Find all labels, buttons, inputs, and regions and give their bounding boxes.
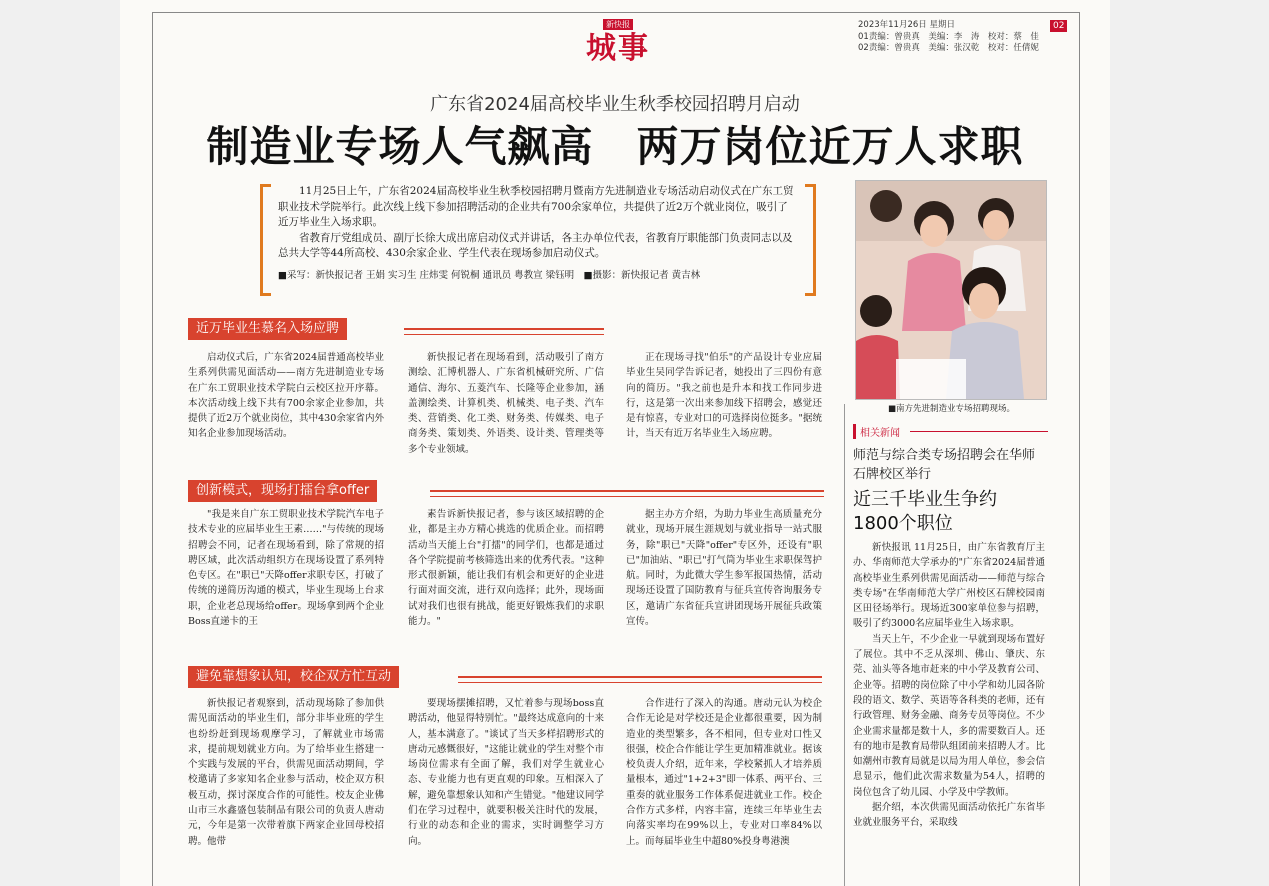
section-2-column-1 — [188, 507, 384, 649]
sidebar-body — [853, 540, 1045, 886]
section-2-column-2 — [408, 507, 604, 649]
paragraph: "我是来自广东工贸职业技术学院汽车电子技术专业的应届毕业生王素……"与传统的现场招聘会不同，记者在现场看到，除了常规的招聘区域，此次活动组织方在现场设置了系列特色专区。在"职已"天降offer求职专区，打破了传统的递简历沟通的模式，毕业生现场上台求职，企业老总现场给offer。现场拿到两个企业Boss直递卡的王 — [188, 509, 384, 628]
section-rule-3 — [458, 676, 822, 683]
issue-date: 2023年11月26日 星期日 — [858, 20, 955, 30]
news-photo — [855, 180, 1047, 400]
section-rule-2 — [430, 490, 824, 497]
masthead-badge: 新快报 — [603, 19, 633, 30]
photo-illustration — [856, 181, 1046, 399]
column-divider — [844, 404, 845, 886]
paragraph: 据主办方介绍，为助力毕业生高质量充分就业，现场开展生涯规划与就业指导一站式服务，除"职已"天降"offer"专区外，还设有"职已"加油站、"职已"打气筒为毕业生求职保驾护航。同时，为此微大学生参军报国热情，活动现场还设置了国防教育与征兵宣传咨询服务专区，邀请广东省征兵宣讲团现场开展征兵政策宣传。 — [626, 509, 822, 628]
photo-caption: ■南方先进制造业专场招聘现场。 — [888, 404, 1016, 414]
section-1-column-1 — [188, 350, 384, 462]
lead-box — [260, 184, 816, 290]
related-news-rule — [910, 431, 1048, 432]
section-logo — [578, 12, 658, 66]
article-headline: 制造业专场人气飙高 两万岗位近万人求职 — [206, 122, 1024, 171]
section-3-column-2 — [408, 696, 604, 886]
related-news-tag: 相关新闻 — [853, 424, 900, 439]
section-3-column-1 — [188, 696, 384, 886]
lead-paragraph-2: 省教育厅党组成员、副厅长徐大成出席启动仪式并讲话，各主办单位代表，省教育厅职能部门负责同志以及总共大学等44所高校、430余家企业、学生代表在现场参加启动仪式。 — [278, 231, 793, 259]
section-heading-3: 避免靠想象认知，校企双方忙互动 — [188, 666, 399, 688]
lead-paragraph-1: 11月25日上午，广东省2024届高校毕业生秋季校园招聘月暨南方先进制造业专场活动启动仪式在广东工贸职业技术学院举行。此次线上线下参加招聘活动的企业共有700余家单位，共提供了近2万个就业岗位，吸引了近万毕业生入场求职。 — [278, 185, 794, 228]
newspaper-page — [120, 0, 1110, 886]
section-1-column-3 — [626, 350, 822, 462]
paragraph: 要现场摆摊招聘，又忙着参与现场boss直聘活动，他显得特别忙。"最终达成意向的十来人，基本满意了。"谈试了当天多样招聘形式的唐动元感慨很好，"这能让就业的学生对整个市场岗位需求有全面了解，我们对学生就业心态、专业能力也有更直观的印象。互相深入了解，避免靠想象认知和产生错觉。"他建议同学们在学习过程中，就要积极关注时代的发展，行业的动态和企业的需求，实时调整学习方向。 — [408, 698, 604, 847]
article-kicker: 广东省2024届高校毕业生秋季校园招聘月启动 — [430, 94, 800, 115]
paragraph: 启动仪式后，广东省2024届普通高校毕业生系列供需见面活动——南方先进制造业专场在广东工贸职业技术学院白云校区拉开序幕。本次活动线上线下共有700余家企业参加，共提供了近2万个就业岗位，其中430余家省内外知名企业参加现场活动。 — [188, 352, 384, 440]
sidebar-subheadline: 近三千毕业生争约1800个职位 — [853, 489, 997, 534]
sidebar-paragraph-1: 新快报讯 11月25日，由广东省教育厅主办、华南师范大学承办的"广东省2024届普通高校毕业生系列供需见面活动——师范与综合类专场"在华南师范大学广州校区石牌校园南区田径场举行。现场近300家单位参与招聘，吸引了约3000名应届毕业生入场求职。 — [853, 542, 1045, 630]
dateline — [858, 20, 1039, 55]
sidebar-headline: 师范与综合类专场招聘会在华师石牌校区举行 — [853, 448, 1036, 482]
paragraph: 新快报记者观察到，活动现场除了参加供需见面活动的毕业生们，部分非毕业班的学生也纷纷赶到现场观摩学习，了解就业市场需求，提前规划就业方向。为了给毕业生搭建一个实践与发展的平台，供需见面活动期间，学校邀请了多家知名企业参与活动，校企双方积极互动，探讨深度合作的可能性。校友企业佛山市三水鑫盛包装制品有限公司的负责人唐动元，今年是第一次带着旗下两家企业回母校招聘。他带 — [188, 698, 384, 847]
section-title: 城事 — [586, 31, 650, 66]
editors-line-1: 01责编：曾贵真 美编：李 涛 校对：蔡 佳 — [858, 31, 1039, 42]
section-3-column-3 — [626, 696, 822, 886]
section-1-column-2 — [408, 350, 604, 462]
section-heading-1: 近万毕业生慕名入场应聘 — [188, 318, 347, 340]
paragraph: 正在现场寻找"伯乐"的产品设计专业应届毕业生吴同学告诉记者，她投出了三四份有意向的简历。"我之前也是升本和找工作同步进行，这是第一次出来参加线下招聘会，感觉还是有惊喜，专业对口的可选择岗位挺多。"据统计，当天有近万名毕业生入场应聘。 — [626, 352, 822, 440]
lead-bracket-right — [805, 184, 816, 296]
section-rule-1 — [404, 328, 604, 335]
byline-credit: ■采写：新快报记者 王娟 实习生 庄炜雯 何锐桐 通讯员 粤教宣 梁钰明 ■摄影：新快报记者 黄吉林 — [278, 269, 701, 281]
lead-bracket-left — [260, 184, 271, 296]
section-heading-2: 创新模式，现场打擂台拿offer — [188, 480, 377, 502]
section-2-column-3 — [626, 507, 822, 649]
paragraph: 合作进行了深入的沟通。唐动元认为校企合作无论是对学校还是企业都很重要，因为制造业的类型繁多，各不相同，但专业对口性又很强，校企合作能让学生更加精准就业。据该校负责人介绍，近年来，学校紧抓人才培养质量根本，通过"1+2+3"即一体系、两平台、三重奏的就业服务工作体系促进就业工作。校企合作方式多样，内容丰富，连续三年毕业生去向落实率均在99%以上，专业对口率84%以上。而每届毕业生中超80%投身粤港澳 — [626, 698, 822, 847]
sidebar-paragraph-3: 据介绍，本次供需见面活动依托广东省毕业就业服务平台，采取线 — [853, 802, 1045, 829]
paragraph: 素告诉新快报记者，参与该区域招聘的企业，都是主办方精心挑选的优质企业。而招聘活动当天能上台"打擂"的同学们，也都是通过各个学院提前考核筛选出来的优秀代表。"这种形式很新颖，能让我们有机会和更好的企业进行面对面交流，进行双向选择；此外，现场面试对我们也很有挑战，能更好锻炼我们的求职能力。" — [408, 509, 604, 628]
page-number: 02 — [1050, 20, 1067, 32]
sidebar-paragraph-2: 当天上午，不少企业一早就到现场布置好了展位。其中不乏从深圳、佛山、肇庆、东莞、汕头等各地市赶来的中小学及教育公司、企业等。招聘的岗位除了中小学和幼儿园各阶段的语文、数学、英语等各科类的老师，还有行政管理、财务金融、商务专员等岗位。不少企业需求量都是数十人，多的需要数百人。还有的地市是教育局带队组团前来招聘人才。比如潮州市教育局就是以局为用人单位，参会信息显示，他们此次需求数量为54人，招聘的岗位包含了幼儿园、小学及中学教师。 — [853, 633, 1045, 798]
editors-line-2: 02责编：曾贵真 美编：张汉乾 校对：任倩妮 — [858, 43, 1039, 53]
paragraph: 新快报记者在现场看到，活动吸引了南方测绘、汇博机器人、广东省机械研究所、广信通信、海尔、五菱汽车、长隆等企业参加，涵盖测绘类、计算机类、机械类、电子类、汽车类、营销类、化工类、财务类、传媒类、电子商务类、策划类、外语类、设计类、管理类等多个专业领域。 — [408, 352, 604, 455]
